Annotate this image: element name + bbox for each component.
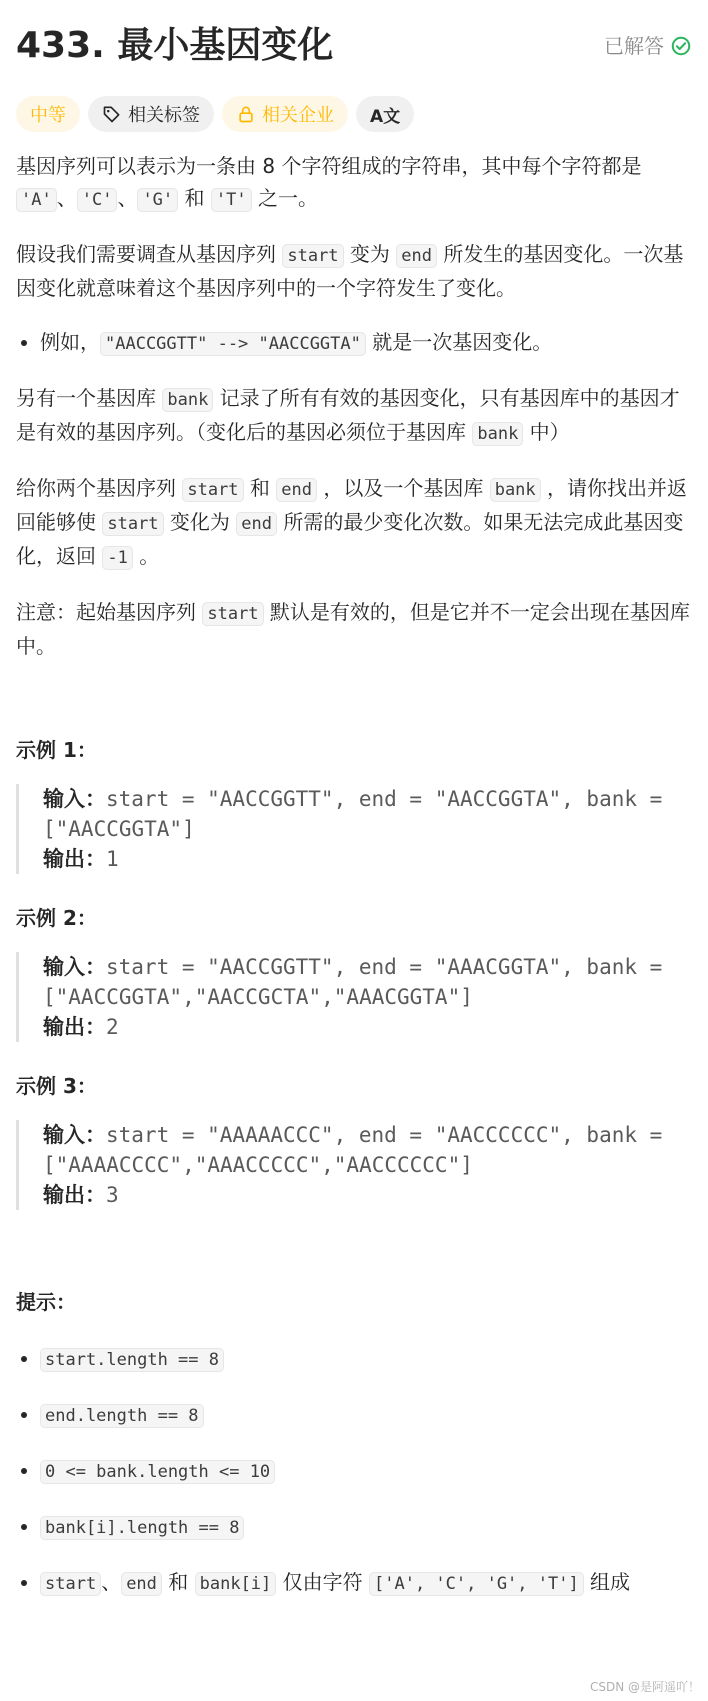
related-tags-label: 相关标签 <box>128 105 200 126</box>
list-item: • start 、 end 和 bank[i] 仅由字符 ['A', 'C', 'G', 'T'] 组成 <box>40 1566 692 1600</box>
translate-icon: A文 <box>370 106 401 127</box>
solved-status <box>604 32 692 60</box>
problem-description <box>16 150 692 1622</box>
example-block: 输入：start = "AAAAACCC", end = "AACCCCCC", bank = ["AAAACCCC","AAACCCCC","AACCCCCC"] 输出：3 <box>16 1120 692 1210</box>
solved-label: 已解答 <box>604 34 664 58</box>
example-input: start = "AAAAACCC", end = "AACCCCCC", bank = ["AAAACCCC","AAACCCCC","AACCCCCC"] <box>43 1123 663 1177</box>
translate-button[interactable] <box>356 96 414 132</box>
example-3 <box>16 1070 692 1210</box>
tag-row <box>16 96 414 132</box>
example-input: start = "AACCGGTT", end = "AAACGGTA", bank = ["AACCGGTA","AACCGCTA","AAACGGTA"] <box>43 955 663 1009</box>
hints-title: 提示： <box>16 1290 76 1314</box>
tag-icon <box>102 104 122 124</box>
desc-paragraph-2: 假设我们需要调查从基因序列 start 变为 end 所发生的基因变化。一次基因变化就意味着这个基因序列中的一个字符发生了变化。 <box>16 242 684 300</box>
problem-header <box>16 0 692 88</box>
example-output: 1 <box>106 847 119 871</box>
example-output: 2 <box>106 1015 119 1039</box>
watermark: CSDN @是阿遥吖！ <box>589 1680 700 1694</box>
example-input: start = "AACCGGTT", end = "AACCGGTA", bank = ["AACCGGTA"] <box>43 787 663 841</box>
example-output: 3 <box>106 1183 119 1207</box>
list-item: • end.length == 8 <box>40 1398 692 1432</box>
lock-icon <box>236 104 256 124</box>
problem-title[interactable]: 433. 最小基因变化 <box>16 25 334 66</box>
list-item: • bank[i].length == 8 <box>40 1510 692 1544</box>
related-tags-button[interactable] <box>88 96 214 132</box>
example-block: 输入：start = "AACCGGTT", end = "AAACGGTA", bank = ["AACCGGTA","AACCGCTA","AAACGGTA"] 输出：2 <box>16 952 692 1042</box>
desc-paragraph-3: 另有一个基因库 bank 记录了所有有效的基因变化，只有基因库中的基因才是有效的基因序列。（变化后的基因必须位于基因库 bank 中） <box>16 386 680 444</box>
example-title: 示例 3： <box>16 1074 97 1098</box>
desc-paragraph-1: 基因序列可以表示为一条由 8 个字符组成的字符串，其中每个字符都是 'A' 、 'C' 、 'G' 和 'T' 之一。 <box>16 154 642 210</box>
problem-page <box>16 0 692 1594</box>
example-2 <box>16 902 692 1042</box>
list-item: • 0 <= bank.length <= 10 <box>40 1454 692 1488</box>
related-companies-label: 相关企业 <box>262 105 334 126</box>
example-title: 示例 2： <box>16 906 97 930</box>
check-circle-icon <box>670 35 692 57</box>
example-block: 输入：start = "AACCGGTT", end = "AACCGGTA", bank = ["AACCGGTA"] 输出：1 <box>16 784 692 874</box>
difficulty-badge[interactable]: 中等 <box>16 96 80 132</box>
desc-paragraph-4: 给你两个基因序列 start 和 end ，以及一个基因库 bank ，请你找出并返回能够使 start 变化为 end 所需的最少变化次数。如果无法完成此基因变化，返回 -1 。 <box>16 476 688 568</box>
example-1 <box>16 734 692 874</box>
list-item: • start.length == 8 <box>40 1342 692 1376</box>
example-title: 示例 1： <box>16 738 97 762</box>
desc-example-list <box>16 326 692 360</box>
list-item: • 例如， "AACCGGTT" --> "AACCGGTA" 就是一次基因变化。 <box>40 326 692 360</box>
hints-list <box>16 1342 692 1600</box>
related-companies-button[interactable] <box>222 96 348 132</box>
desc-paragraph-5: 注意：起始基因序列 start 默认是有效的，但是它并不一定会出现在基因库中。 <box>16 600 690 658</box>
